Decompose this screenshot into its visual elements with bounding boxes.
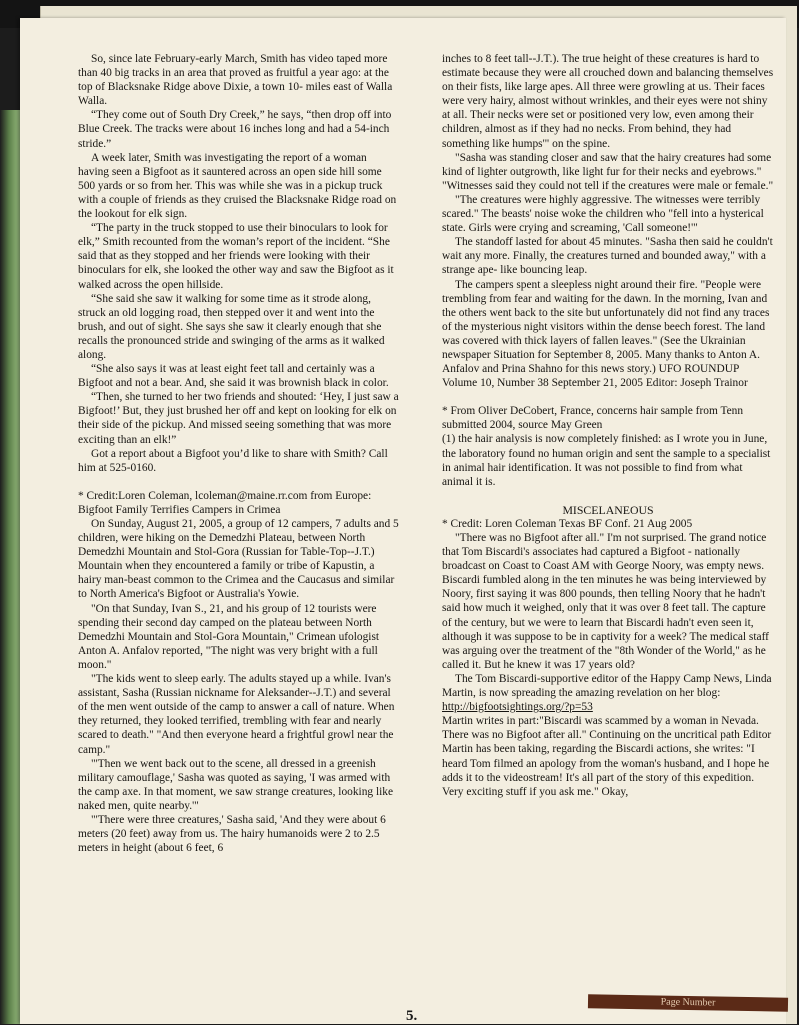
paragraph: "The creatures were highly aggressive. The witnesses were terribly scared." The beasts' noise woke the children who "fell into a hysterical state. Girls were crying and screaming, 'Call someone!'" [442,193,764,235]
credit-line: * From Oliver DeCobert, France, concerns hair sample from Tenn submitted 2004, source May Green [442,405,744,432]
paragraph: "The kids went to sleep early. The adults stayed up a while. Ivan's assistant, Sasha (Russian nickname for Aleksander--J.T.) and several of the men went outside of the camp to answer a call of nature. When they returned, they looked terrified, trembling with fear and nearly scared to death." "And then everyone heard a frightful growl near the camp." [78,673,395,756]
left-column [78,52,400,855]
newsletter-page [20,18,786,1024]
paragraph: A week later, Smith was investigating the report of a woman having seen a Bigfoot as it sauntered across an open side hill some 500 yards or so from her. This was while she was in a pickup truck with a couple of friends as they cruised the Blacksnake Ridge road on the lookout for elk sign. [78,151,397,221]
paragraph: “She also says it was at least eight feet tall and certainly was a Bigfoot and not a bear. And, she said it was brownish black in color. [78,363,389,390]
paragraph: inches to 8 feet tall--J.T.). The true height of these creatures is hard to estimate because they were all crouched down and balancing themselves on their fists, like large apes. All three were growling at us. Their faces were very hairy, almost without wrinkles, and their eyes were not shiny at all. Their necks were set or positioned very low, even among their children, almost as if they had no necks. From behind, they had something like humps'" on the spine. [442,53,774,150]
section-heading: MISCELANEOUS [562,502,654,517]
paragraph: "There was no Bigfoot after all." I'm not surprised. The grand notice that Tom Biscardi's associates had captured a Bigfoot - nationally broadcast on Coast to Coast AM with George Noory, was empty news. Biscardi fumbled along in the ten minutes he was being interviewed by Noory, first saying it was 800 pounds, then telling Noory that he hadn't said how much it weighed, only that it was over 8 feet tall. The capture of the century, but we were to learn that Biscardi hadn't even seen it, although it was suppose to be in captivity for a week? The medical staff was arguing over the treatment of the "8th Wonder of the World," as he called it. But he knew it was 17 years old? [442,532,769,671]
paragraph: "'Then we went back out to the scene, all dressed in a greenish military camouflage,' Sasha was quoted as saying, 'I was armed with the camp axe. In that moment, we saw strange creatures, looking like naked men, quite nearby.'" [78,757,394,812]
blog-link[interactable]: http://bigfootsightings.org/?p=53 [442,701,593,714]
paragraph: The Tom Biscardi-supportive editor of the Happy Camp News, Linda Martin, is now spreading the amazing revelation on her blog: [442,672,772,700]
paragraph: (1) the hair analysis is now completely finished: as I wrote you in June, the laboratory found no human origin and sent the sample to a specialist in animal hair identification. It was not possible to find from what animal it is. [442,433,771,488]
credit-line: * Credit: Loren Coleman Texas BF Conf. 21 Aug 2005 [442,517,693,530]
page-number: 5. [406,1008,418,1024]
paragraph: "Sasha was standing closer and saw that the hairy creatures had some kind of lighter outgrowth, like light fur for their necks and eyebrows." "Witnesses said they could not tell if the creatures were male or female." [442,151,774,192]
paragraph: Martin writes in part:"Biscardi was scammed by a woman in Nevada. There was no Bigfoot after all." Continuing on the uncritical path Editor Martin has been taking, regarding the Biscardi actions, she writes: "I heard Tom filmed an apology from the woman's husband, and I hope he adds it to the videostream! It's all part of the story of this expedition. Very exciting stuff if you ask me." Okay, [442,715,772,798]
paragraph: Got a report about a Bigfoot you’d like to share with Smith? Call him at 525-0160. [78,447,388,474]
paragraph: "On that Sunday, Ivan S., 21, and his group of 12 tourists were spending their second day camped on the plateau between North Demedzhi Mountain and Stol-Gora Mountain," Crimean ufologist Anton A. Anfalov reported, "The night was very bright with a full moon." [78,602,380,671]
paragraph: So, since late February-early March, Smith has video taped more than 40 big tracks in an area that proved as fruitful a year ago: at the top of Blacksnake Ridge above Dixie, a town 10- miles east of Walla Walla. [78,53,393,108]
credit-line: * Credit:Loren Coleman, lcoleman@maine.rr.com from Europe: Bigfoot Family Terrifies Campers in Crimea [78,489,372,516]
paragraph: "'There were three creatures,' Sasha said, 'And they were about 6 meters (20 feet) away from us. The hairy humanoids were 2 to 2.5 meters in height (about 6 feet, 6 [78,813,386,855]
paragraph: The campers spent a sleepless night around their fire. "People were trembling from fear and waiting for the dawn. In the morning, Ivan and the others went back to the site but unfortunately did not find any traces of the mysterious night visitors within the dense beech forest. The land was covered with thick layers of fallen leaves." (See the Ukrainian newspaper Situation for September 8, 2005. Many thanks to Anton A. Anfalov and Prina Shahno for this news story.) UFO ROUNDUP Volume 10, Number 38 September 21, 2005 Editor: Joseph Trainor [442,278,770,390]
paragraph: “They come out of South Dry Creek,” he says, “then drop off into Blue Creek. The tracks were about 16 inches long and had a 54-inch stride.” [78,109,392,150]
paragraph: “Then, she turned to her two friends and shouted: ‘Hey, I just saw a Bigfoot!’ But, they just brushed her off and kept on looking for elk on their side of the pickup. And missed seeing something that was more exciting than an elk!” [78,391,399,446]
paragraph: “The party in the truck stopped to use their binoculars to look for elk,” Smith recounted from the woman’s report of the incident. “She said that as they stopped and her friends were looking with their binoculars for elk, she looked the other way and saw the Bigfoot as it walked across the open hillside. [78,222,394,291]
right-column [442,52,774,799]
page-number-stamp: Page Number [588,994,788,1011]
paragraph: On Sunday, August 21, 2005, a group of 12 campers, 7 adults and 5 children, were hiking on the Demedzhi Plateau, between North Demedzhi Mountain and Stol-Gora (Russian for Table-Top--J.T.) Mountain when they encountered a family or tribe of Kapustin, a hairy man-beast common to the Crimea and the Caucasus and similar to North America's Bigfoot or Australia's Yowie. [78,518,399,601]
paragraph: The standoff lasted for about 45 minutes. "Sasha then said he couldn't wait any more. Finally, the creatures turned and bounded away," with a strange ape- like bouncing leap. [442,236,773,277]
paragraph: “She said she saw it walking for some time as it strode along, struck an old logging road, then stepped over it and went into the brush, and out of sight. She says she saw it clearly enough that she recalls the pronounced stride and swinging of the arms as it walked along. [78,292,385,361]
